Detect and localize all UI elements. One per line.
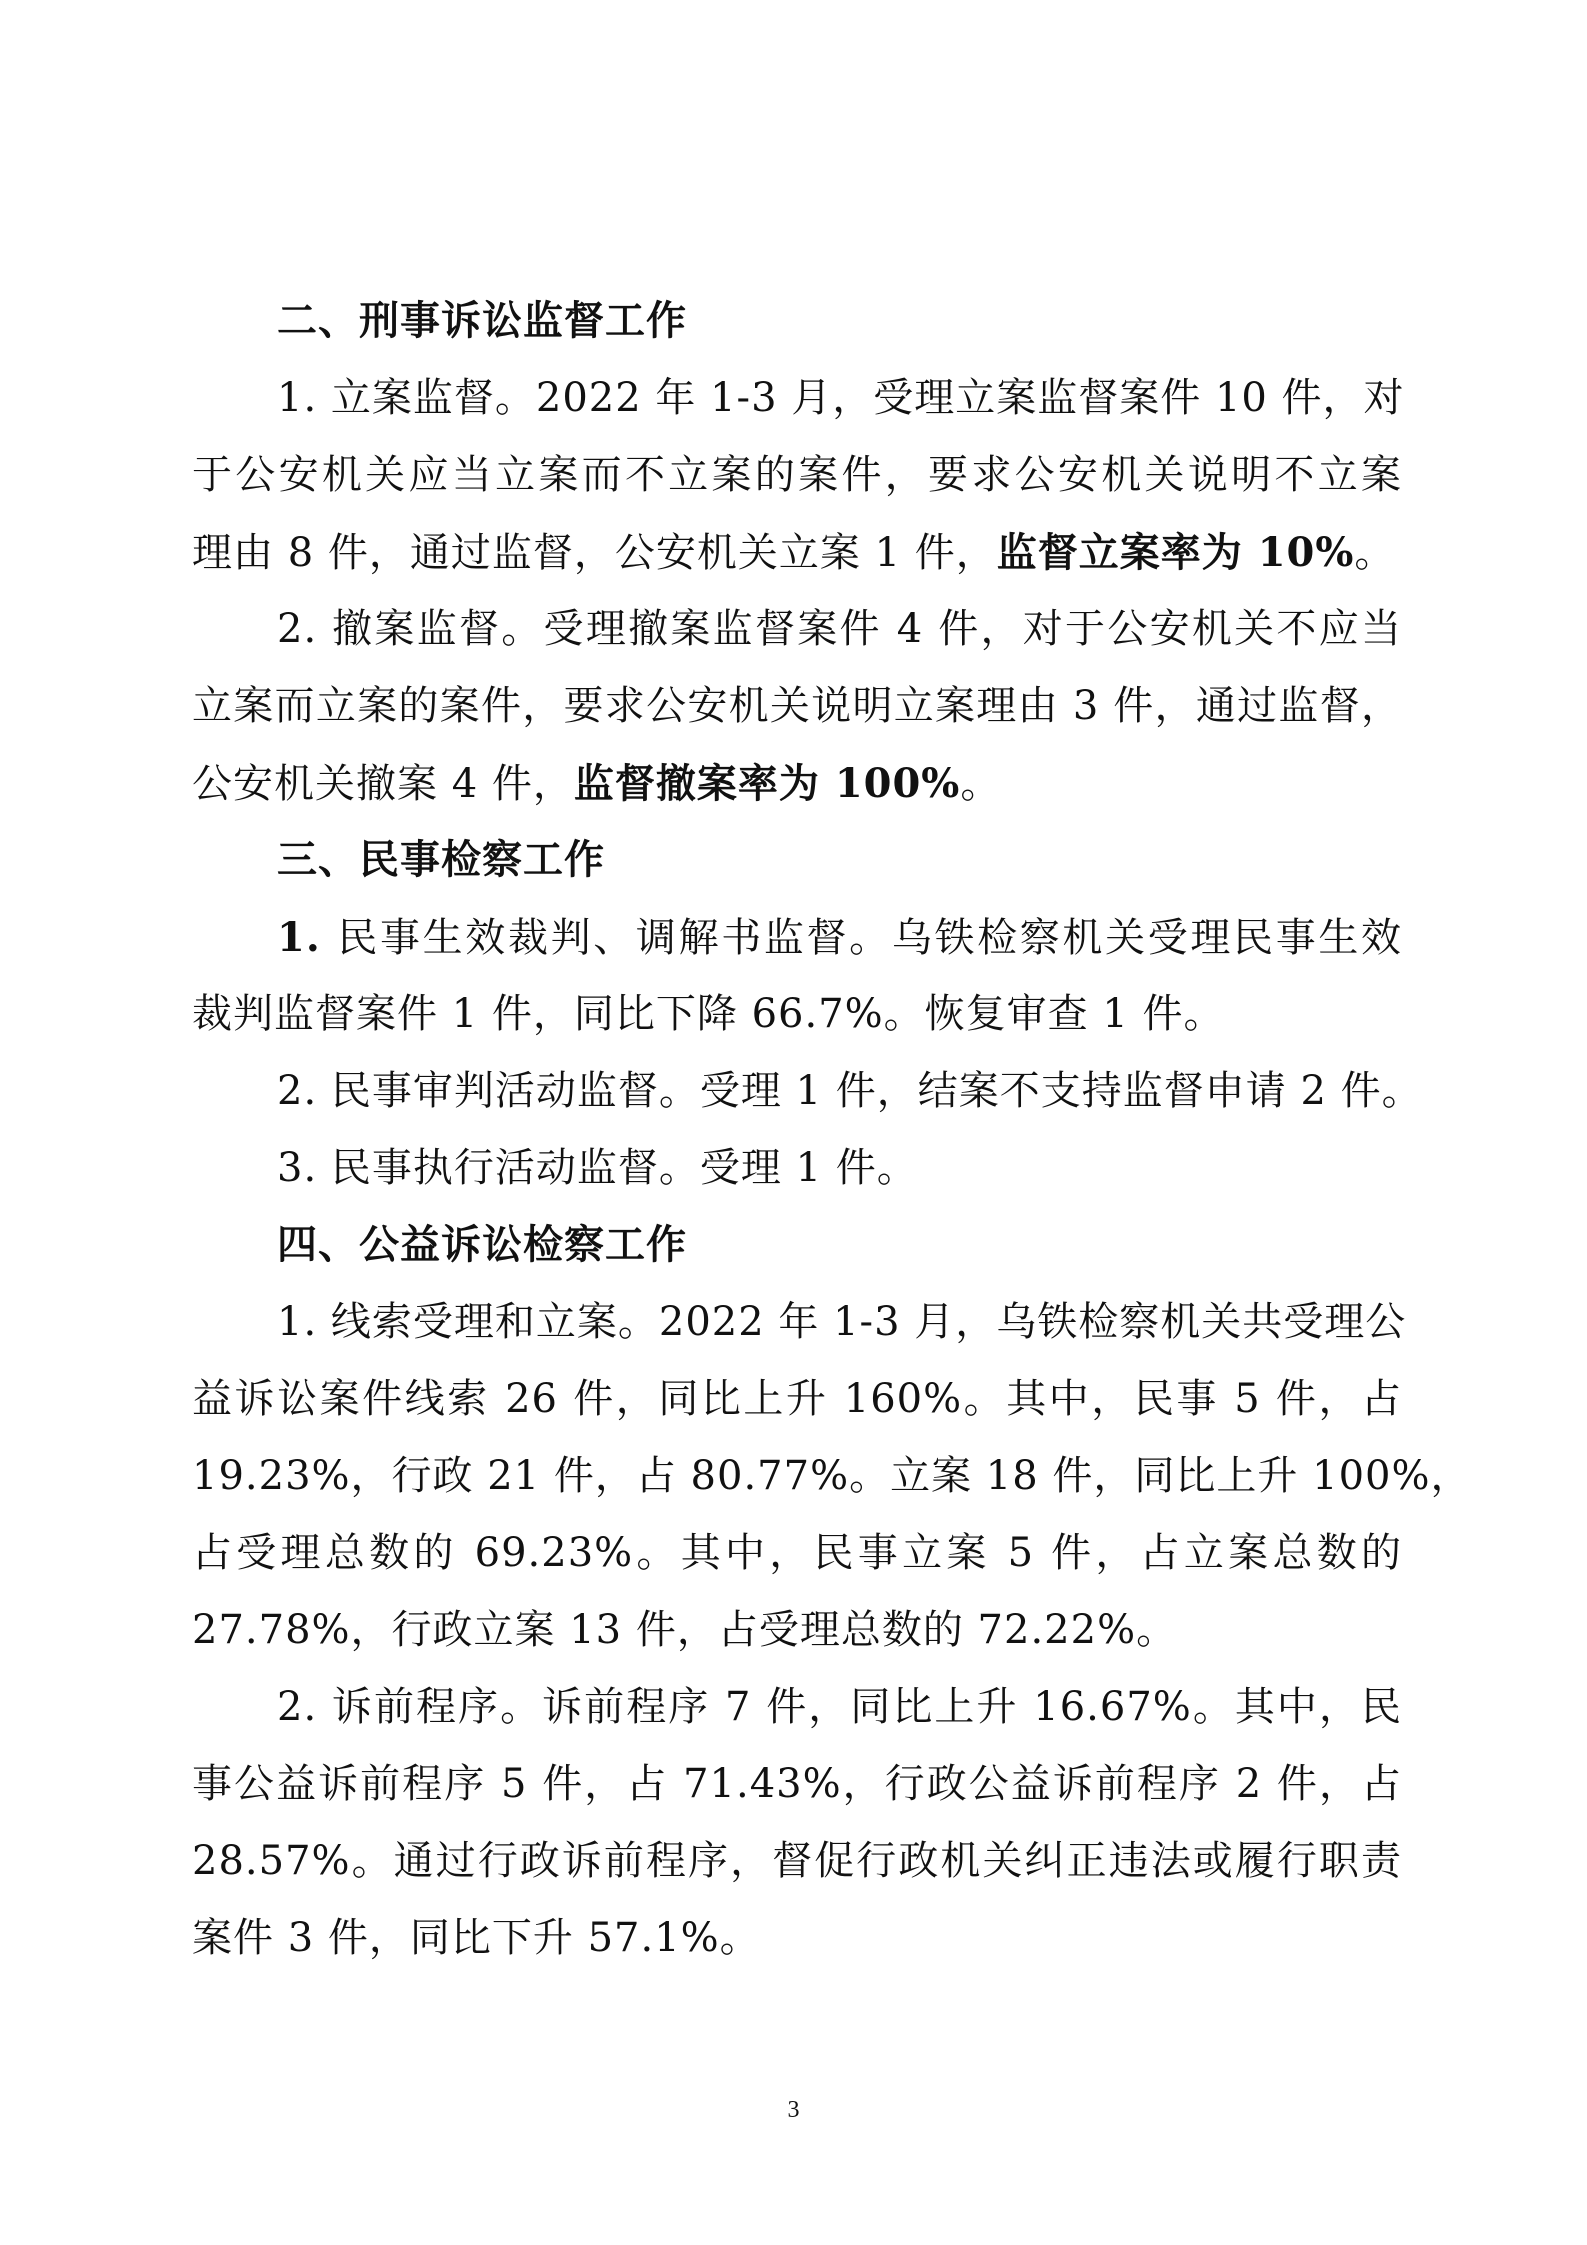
paragraph-line xyxy=(192,899,1402,976)
paragraph-line xyxy=(192,745,1402,822)
paragraph-line: 1. 线索受理和立案。2022 年 1-3 月，乌铁检察机关共受理公 xyxy=(277,1299,1407,1345)
paragraph-line: 2. 诉前程序。诉前程序 7 件，同比上升 16.67%。其中，民 xyxy=(277,1684,1402,1730)
paragraph-line: 19.23%，行政 21 件，占 80.77%。立案 18 件，同比上升 100%， xyxy=(192,1453,1472,1499)
paragraph-civil-execution-supervision: 3. 民事执行活动监督。受理 1 件。 xyxy=(277,1145,918,1191)
text-run: 公安机关撤案 4 件， xyxy=(192,761,574,807)
paragraph-line: 益诉讼案件线索 26 件，同比上升 160%。其中，民事 5 件，占 xyxy=(192,1376,1402,1422)
paragraph-clue-acceptance xyxy=(192,1284,1472,1669)
text-run: 。 xyxy=(960,761,1002,807)
section-heading-criminal-litigation: 二、刑事诉讼监督工作 xyxy=(277,298,687,344)
paragraph-line: 2. 撤案监督。受理撤案监督案件 4 件，对于公安机关不应当 xyxy=(277,606,1402,652)
page-number: 3 xyxy=(787,2097,800,2123)
document-body xyxy=(192,283,1472,1977)
paragraph-line xyxy=(192,514,1402,591)
paragraph-line: 立案而立案的案件，要求公安机关说明立案理由 3 件，通过监督， xyxy=(192,683,1402,729)
section-heading-civil-procuratorate: 三、民事检察工作 xyxy=(277,837,605,883)
text-run: 理由 8 件，通过监督，公安机关立案 1 件， xyxy=(192,530,997,576)
paragraph-line: 1. 立案监督。2022 年 1-3 月，受理立案监督案件 10 件，对 xyxy=(277,375,1405,421)
paragraph-case-withdrawal-supervision xyxy=(192,591,1402,822)
paragraph-civil-judgment-supervision xyxy=(192,899,1402,1053)
bold-text-run: 1. xyxy=(277,914,338,961)
paragraph-civil-trial-supervision: 2. 民事审判活动监督。受理 1 件，结案不支持监督申请 2 件。 xyxy=(277,1068,1423,1114)
paragraph-pre-litigation-procedure xyxy=(192,1669,1402,1977)
paragraph-line: 28.57%。通过行政诉前程序，督促行政机关纠正违法或履行职责 xyxy=(192,1838,1402,1884)
section-heading-public-interest-litigation: 四、公益诉讼检察工作 xyxy=(277,1222,687,1268)
paragraph-line: 27.78%，行政立案 13 件，占受理总数的 72.22%。 xyxy=(192,1607,1178,1653)
bold-text-run: 监督立案率为 10% xyxy=(996,529,1355,576)
paragraph-line: 于公安机关应当立案而不立案的案件，要求公安机关说明不立案 xyxy=(192,452,1402,498)
text-run: 。 xyxy=(1354,530,1396,576)
text-run: 民事生效裁判、调解书监督。乌铁检察机关受理民事生效 xyxy=(337,915,1403,961)
paragraph-line: 事公益诉前程序 5 件，占 71.43%，行政公益诉前程序 2 件，占 xyxy=(192,1761,1402,1807)
paragraph-line: 裁判监督案件 1 件，同比下降 66.7%。恢复审查 1 件。 xyxy=(192,991,1225,1037)
paragraph-line: 占受理总数的 69.23%。其中，民事立案 5 件，占立案总数的 xyxy=(192,1530,1402,1576)
paragraph-filing-supervision xyxy=(192,360,1405,591)
bold-text-run: 监督撤案率为 100% xyxy=(573,760,961,807)
paragraph-line: 案件 3 件，同比下升 57.1%。 xyxy=(192,1915,761,1961)
